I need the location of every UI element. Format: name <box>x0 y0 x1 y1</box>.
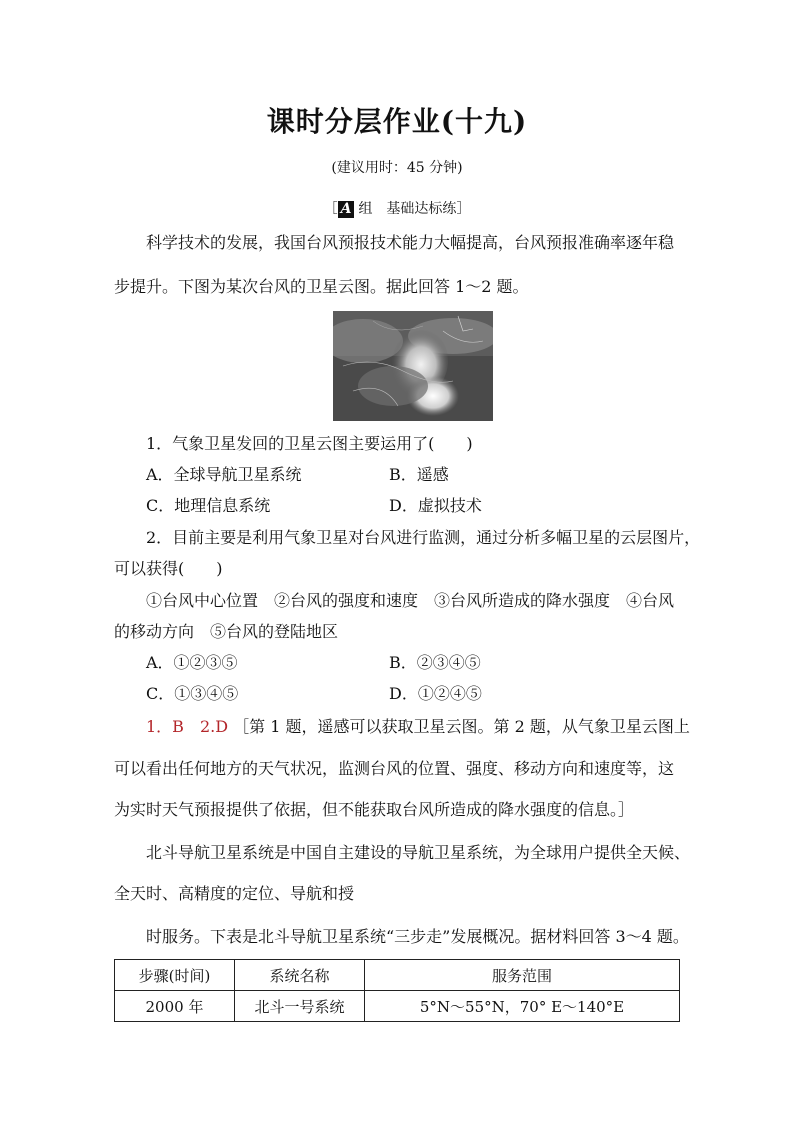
satellite-cloud-image <box>333 311 493 421</box>
q2-option-d: D．①②④⑤ <box>389 684 482 703</box>
intro1-line1: 科学技术的发展，我国台风预报技术能力大幅提高，台风预报准确率逐年稳 <box>146 233 675 252</box>
q1-option-c: C．地理信息系统 <box>146 496 271 515</box>
q2-option-a: A．①②③⑤ <box>146 653 238 672</box>
q2-stem-line1: 2．目前主要是利用气象卫星对台风进行监测，通过分析多幅卫星的云层图片， <box>146 528 701 547</box>
answer-line1 <box>146 714 690 737</box>
answer-explanation-start: ［第 1 题，遥感可以获取卫星云图。第 2 题，从气象卫星云图上 <box>233 717 690 736</box>
q2-items-line2: 的移动方向 ⑤台风的登陆地区 <box>114 622 339 641</box>
bracket-open: ［ <box>323 201 338 217</box>
answer-key: 1．B 2.D <box>146 717 229 736</box>
table-cell: 5°N～55°N，70° E～140°E <box>365 991 680 1022</box>
table-cell: 2000 年 <box>115 991 235 1022</box>
group-label-text: 组 基础达标练 <box>358 201 457 217</box>
beidou-table <box>114 959 680 1022</box>
answer-line2: 可以看出任何地方的天气状况，监测台风的位置、强度、移动方向和速度等，这 <box>114 759 675 778</box>
table-header-cell: 步骤(时间) <box>115 960 235 991</box>
q1-stem: 1．气象卫星发回的卫星云图主要运用了( ) <box>146 434 473 453</box>
q1-option-d: D．虚拟技术 <box>389 496 482 515</box>
q1-option-b: B．遥感 <box>389 465 449 484</box>
table-header-row <box>115 960 680 991</box>
answer-line3: 为实时天气预报提供了依据，但不能获取台风所造成的降水强度的信息。］ <box>114 800 635 819</box>
intro2-line2: 全天时、高精度的定位、导航和授 <box>114 884 355 903</box>
intro1-line2: 步提升。下图为某次台风的卫星云图。据此回答 1～2 题。 <box>114 277 529 296</box>
q2-option-c: C．①③④⑤ <box>146 684 239 703</box>
table-header-cell: 服务范围 <box>365 960 680 991</box>
table-row <box>115 991 680 1022</box>
intro2-line1: 北斗导航卫星系统是中国自主建设的导航卫星系统，为全球用户提供全天候、 <box>146 843 691 862</box>
intro2-line3: 时服务。下表是北斗导航卫星系统“三步走”发展概况。据材料回答 3～4 题。 <box>146 927 689 946</box>
q2-stem-line2: 可以获得( ) <box>114 559 223 578</box>
table-header-cell: 系统名称 <box>235 960 365 991</box>
q2-items-line1: ①台风中心位置 ②台风的强度和速度 ③台风所造成的降水强度 ④台风 <box>146 591 675 610</box>
q2-option-b: B．②③④⑤ <box>389 653 481 672</box>
q1-option-a: A．全球导航卫星系统 <box>146 465 302 484</box>
page-title: 课时分层作业(十九) <box>266 105 528 138</box>
group-label <box>0 198 794 218</box>
group-letter-badge: A <box>338 201 355 218</box>
table-cell: 北斗一号系统 <box>235 991 365 1022</box>
bracket-close: ］ <box>456 201 471 217</box>
suggested-time: (建议用时：45 分钟) <box>331 160 463 176</box>
